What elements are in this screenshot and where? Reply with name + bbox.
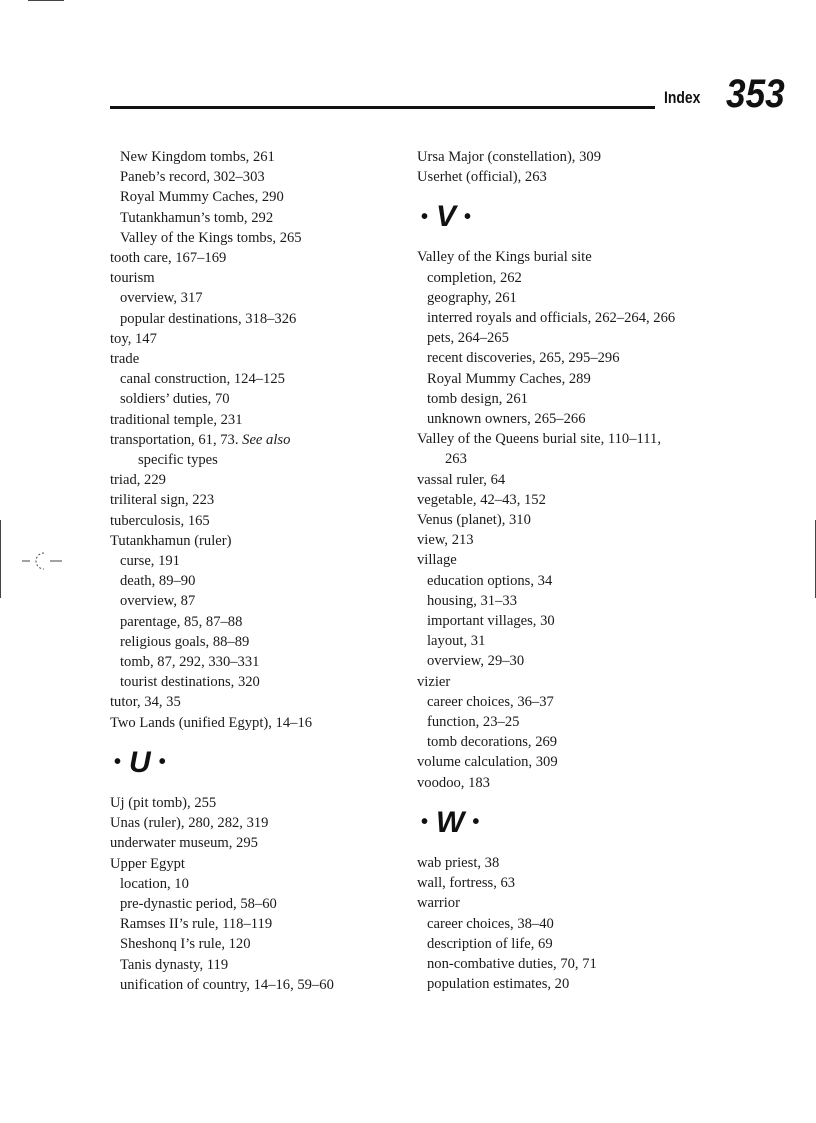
index-entry: Uj (pit tomb), 255 bbox=[110, 794, 217, 811]
index-entry-continuation: 263 bbox=[445, 451, 467, 468]
index-entry: vizier bbox=[417, 673, 451, 690]
index-subentry: Paneb’s record, 302–303 bbox=[120, 169, 265, 186]
index-subentry: Sheshonq I’s rule, 120 bbox=[120, 936, 251, 953]
index-entry: Ursa Major (constellation), 309 bbox=[417, 149, 601, 165]
entry-text: transportation, 61, 73. bbox=[110, 431, 239, 448]
index-subentry: function, 23–25 bbox=[427, 714, 520, 731]
letter-heading-v bbox=[417, 187, 717, 247]
index-subentry: Royal Mummy Caches, 289 bbox=[427, 370, 591, 387]
bullet-icon: • bbox=[472, 811, 480, 834]
index-entry: village bbox=[417, 552, 457, 569]
index-entry: Two Lands (unified Egypt), 14–16 bbox=[110, 714, 313, 731]
index-subentry: tomb design, 261 bbox=[427, 390, 528, 407]
index-column-right bbox=[417, 147, 717, 994]
bullet-icon: • bbox=[464, 205, 472, 228]
index-subentry: New Kingdom tombs, 261 bbox=[120, 149, 275, 165]
index-entry: wall, fortress, 63 bbox=[417, 875, 516, 892]
index-entry: wab priest, 38 bbox=[417, 854, 500, 871]
page-number: 353 bbox=[726, 72, 785, 116]
index-column-left bbox=[110, 147, 400, 995]
index-entry-queens: Valley of the Queens burial site, 110–111, bbox=[417, 431, 661, 448]
index-subentry: overview, 317 bbox=[120, 290, 203, 307]
index-entry: Tutankhamun (ruler) bbox=[110, 532, 232, 549]
index-subentry: housing, 31–33 bbox=[427, 592, 517, 609]
index-subentry: overview, 87 bbox=[120, 593, 196, 610]
index-subentry: Ramses II’s rule, 118–119 bbox=[120, 916, 273, 933]
index-subentry: pre-dynastic period, 58–60 bbox=[120, 895, 277, 912]
registration-mark-icon bbox=[20, 549, 66, 573]
index-subentry: popular destinations, 318–326 bbox=[120, 310, 297, 327]
crop-line-top bbox=[28, 0, 64, 1]
index-entry: Valley of the Kings burial site bbox=[417, 249, 592, 266]
index-subentry: description of life, 69 bbox=[427, 935, 553, 952]
index-entry: tutor, 34, 35 bbox=[110, 694, 181, 711]
bullet-icon: • bbox=[421, 205, 429, 228]
index-entry: volume calculation, 309 bbox=[417, 754, 558, 771]
bullet-icon: • bbox=[114, 751, 122, 774]
index-entry-continuation: specific types bbox=[138, 452, 218, 469]
index-entry: traditional temple, 231 bbox=[110, 411, 243, 428]
index-entry: vassal ruler, 64 bbox=[417, 471, 506, 488]
section-letter: W bbox=[436, 805, 465, 839]
index-subentry: soldiers’ duties, 70 bbox=[120, 391, 230, 408]
see-also-label: See also bbox=[242, 431, 291, 448]
index-subentry: Valley of the Kings tombs, 265 bbox=[120, 229, 302, 246]
index-subentry: geography, 261 bbox=[427, 289, 517, 306]
index-subentry: non-combative duties, 70, 71 bbox=[427, 955, 597, 972]
index-subentry: Tutankhamun’s tomb, 292 bbox=[120, 209, 274, 226]
index-entry: tooth care, 167–169 bbox=[110, 250, 227, 267]
index-entry: voodoo, 183 bbox=[417, 774, 490, 791]
index-subentry: Royal Mummy Caches, 290 bbox=[120, 189, 284, 206]
index-subentry: location, 10 bbox=[120, 875, 189, 892]
index-subentry: curse, 191 bbox=[120, 553, 180, 570]
index-subentry: overview, 29–30 bbox=[427, 653, 525, 670]
letter-heading-w bbox=[417, 793, 717, 853]
index-subentry: layout, 31 bbox=[427, 633, 486, 650]
index-entry: triliteral sign, 223 bbox=[110, 492, 215, 509]
index-subentry: death, 89–90 bbox=[120, 573, 196, 590]
bullet-icon: • bbox=[421, 811, 429, 834]
margin-line-left bbox=[0, 520, 1, 598]
bullet-icon: • bbox=[158, 751, 166, 774]
index-entry: trade bbox=[110, 351, 140, 368]
index-subentry: tourist destinations, 320 bbox=[120, 674, 260, 691]
index-entry: Venus (planet), 310 bbox=[417, 512, 531, 529]
index-subentry: pets, 264–265 bbox=[427, 330, 509, 347]
section-letter: V bbox=[436, 200, 457, 234]
index-entry: warrior bbox=[417, 895, 460, 912]
index-subentry: completion, 262 bbox=[427, 269, 522, 286]
running-head: Index bbox=[664, 88, 701, 107]
index-entry: Userhet (official), 263 bbox=[417, 169, 547, 186]
index-subentry: career choices, 36–37 bbox=[427, 693, 554, 710]
index-subentry: recent discoveries, 265, 295–296 bbox=[427, 350, 620, 367]
index-entry: vegetable, 42–43, 152 bbox=[417, 491, 546, 508]
header-rule bbox=[110, 106, 655, 109]
index-subentry: education options, 34 bbox=[427, 572, 553, 589]
index-entry: tuberculosis, 165 bbox=[110, 512, 210, 529]
index-subentry: Tanis dynasty, 119 bbox=[120, 956, 229, 973]
index-subentry: unification of country, 14–16, 59–60 bbox=[120, 976, 334, 993]
index-entry: underwater museum, 295 bbox=[110, 835, 258, 852]
index-subentry: parentage, 85, 87–88 bbox=[120, 613, 243, 630]
index-subentry: canal construction, 124–125 bbox=[120, 371, 285, 388]
index-subentry: unknown owners, 265–266 bbox=[427, 411, 586, 428]
index-entry: Unas (ruler), 280, 282, 319 bbox=[110, 815, 269, 832]
index-subentry: population estimates, 20 bbox=[427, 976, 570, 993]
index-entry-transportation bbox=[110, 430, 400, 450]
index-subentry: tomb, 87, 292, 330–331 bbox=[120, 654, 260, 671]
index-subentry: interred royals and officials, 262–264, 266 bbox=[427, 310, 676, 327]
index-subentry: career choices, 38–40 bbox=[427, 915, 554, 932]
index-entry: triad, 229 bbox=[110, 472, 166, 489]
index-subentry: religious goals, 88–89 bbox=[120, 633, 250, 650]
index-entry: tourism bbox=[110, 270, 155, 287]
index-entry: view, 213 bbox=[417, 532, 474, 549]
letter-heading-u bbox=[110, 733, 400, 793]
index-subentry: tomb decorations, 269 bbox=[427, 734, 558, 751]
index-entry: toy, 147 bbox=[110, 330, 157, 347]
index-entry: Upper Egypt bbox=[110, 855, 185, 872]
index-subentry: important villages, 30 bbox=[427, 613, 555, 630]
section-letter: U bbox=[129, 745, 151, 779]
